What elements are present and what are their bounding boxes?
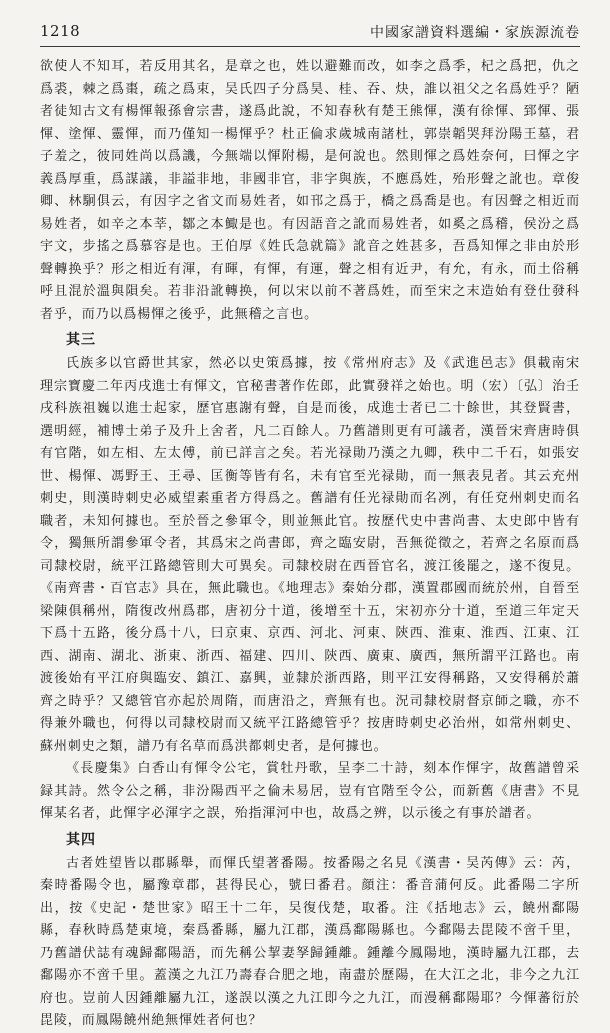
paragraph-changqing-collection: 《長慶集》白香山有惲令公宅，賞牡丹歌，呈李二十詩，刻本作惲字，故舊譜曾采録其詩。然令公之稱，非汾陽西平之倫未易居，豈有官階至令公，而新舊《唐書》不見惲某名者，此惲字必渾字之誤，殆指渾河中也，故爲之辨，以示後之有事於譜者。 bbox=[40, 761, 580, 821]
paragraph-official-ranks: 氏族多以官爵世其家，然必以史策爲據，按《常州府志》及《武進邑志》俱載南宋理宗寶慶二年丙戌進士有惲文，官秘書著作佐郎，此實發祥之始也。明（宏）〔弘〕治壬戌科族祖巍以進士起家，歷官惠謝有聲，自是而後，成進士者已二十餘世，其登賢書，選明經，補博士弟子及升上舍者，凡二百餘人。乃舊譜則更有可議者，漢晉宋齊唐時俱有官階，如左相、左太傅，前已詳言之矣。若光禄勛乃漢之九卿，秩中二千石，如張安世、楊惲、馮野王、王尋、匡衡等皆有名，未有官至光禄勛，而一無表見者。其云充州刺史，則漢時刺史必威望素重者方得爲之。舊譜有任光禄勛而名冽，有任兗州刺史而名職者，未知何據也。至於晉之參軍令，則並無此官。按歷代史中書尚書、太史郎中皆有令，獨無所謂參軍令者，其爲宋之尚書郎，齊之臨安尉，吾無從徵之，若齊之名原而爲司隸校尉，統平江路總管則大可異矣。司隸校尉在西晉官名，渡江後罷之，遂不復見。《南齊書・百官志》具在，無此職也。《地理志》秦始分郡，漢置郡國而統於州，自晉至梁陳俱稱州，隋復改州爲郡，唐初分十道，後增至十五，宋初亦分十道，至道三年定天下爲十五路，後分爲十八，曰京東、京西、河北、河東、陝西、淮東、淮西、江東、江西、湖南、湖北、浙東、浙西、福建、四川、陝西、廣東、廣西，無所謂平江路也。南渡後始有平江府與臨安、鎮江、嘉興，並隸於浙西路，則平江安得稱路，又安得稱於蕭齊之時乎？又總管官亦起於周隋，而唐沿之，齊無有也。況司隸校尉督京師之職，亦不得兼外職也，何得以司隸校尉而又統平江路總管乎？按唐時刺史必治州，如常州刺史、蘇州刺史之類，譜乃有名草而爲洪都刺史者，是何據也。 bbox=[40, 356, 580, 754]
section-heading-4: 其四 bbox=[66, 831, 96, 848]
section-heading-3: 其三 bbox=[66, 332, 96, 348]
page-body bbox=[40, 56, 580, 1033]
page-header bbox=[40, 16, 580, 47]
running-title: 中國家譜資料選編・家族源流卷 bbox=[370, 25, 580, 41]
paragraph-continued: 欲使人不知耳，若反用其名，是章之也，姓以避難而改，如李之爲季，杞之爲把，仇之爲裘，棘之爲棗，疏之爲束，吴氏四子分爲昊、桂、吞、炔，誰以祖父之名爲姓乎？陋者徒知古文有楊惲報孫會宗書，遂爲此說，不知春秋有楚王熊惲，漢有徐惲、郅惲、張惲、塗惲、靈惲，而乃僅知一楊惲乎？杜正倫求歲城南諸杜，郭崇韜哭拜汾陽王墓，君子羞之，彼同姓尚以爲譏，今無端以惲附楊，是何說也。然則惲之爲姓奈何，曰惲之字義爲厚重，爲謀議，非謚非地，非國非官，非字與族，不應爲姓，殆形聲之訛也。章俊卿、林駉俱云，有因字之省文而易姓者，如邗之爲于，橋之爲喬是也。有因聲之相近而易姓者，如辛之本莘，鄒之本鯫是也。有因語音之訛而易姓者，如奚之爲稽，侯汾之爲宇文，步搖之爲慕容是也。王伯厚《姓氏急就篇》訛音之姓甚多，吾爲知惲之非由於形聲轉换乎？形之相近有渾，有暉，有惲，有運，聲之相有近尹，有允，有永，而土俗稱呼且混於溫與隕矣。若非沿訛轉换，何以宋以前不著爲姓，而至宋之末造始有登仕發科者乎，而乃以爲楊惲之後乎，此無稽之言也。 bbox=[40, 59, 580, 322]
paragraph-surname-origin: 古者姓望皆以郡縣舉，而惲氏望著番陽。按番陽之名見《漢書・吴芮傳》云：芮，秦時番陽令也，屬豫章郡，甚得民心，號曰番君。顔注：番音蒲何反。此番陽二字所出，按《史記・楚世家》昭王十二年，吴復伐楚，取番。注《括地志》云，饒州鄱陽縣，春秋時爲楚東境，秦爲番縣，屬九江郡，漢爲鄱陽縣也。今鄱陽去毘陵不啻千里，乃舊譜伏誌有魂歸鄱陽語，而先稱公挈妻孥歸鍾離。鍾離今鳳陽地，漢時屬九江郡，去鄱陽亦不啻千里。蓋漢之九江乃壽春合肥之地，南盡於歷陽，在大江之北，非今之九江府也。豈前人因鍾離屬九江，遂誤以漢之九江即今之九江，而漫稱鄱陽耶？今惲蕃衍於毘陵，而鳳陽饒州絶無惲姓者何也？ bbox=[40, 855, 580, 1028]
page-number: 1218 bbox=[40, 22, 81, 40]
